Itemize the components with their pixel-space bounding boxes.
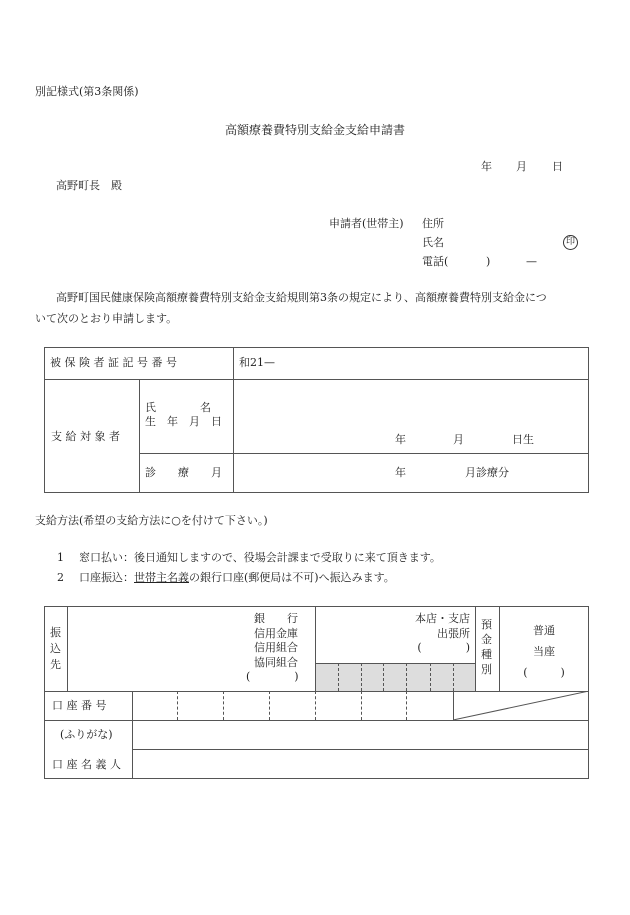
bank-type: 銀 行 <box>254 612 298 625</box>
option-2-suffix: の銀行口座(郵便局は不可)へ振込みます。 <box>189 571 395 584</box>
digit-separator <box>453 663 454 691</box>
divider <box>315 663 475 664</box>
divider <box>233 347 234 493</box>
branch-type: ( ) <box>417 641 470 654</box>
target-person-label: 支 給 対 象 者 <box>51 430 120 443</box>
deposit-type: 普通 <box>533 624 555 637</box>
divider <box>67 606 68 691</box>
divider <box>139 453 589 454</box>
bank-type: 信用金庫 <box>254 626 298 640</box>
insured-number-label: 被 保 険 者 証 記 号 番 号 <box>50 356 177 369</box>
date-year: 年 <box>481 160 492 173</box>
phone-close: ) <box>486 255 491 268</box>
account-holder-label: 口 座 名 義 人 <box>52 758 121 771</box>
seal-icon: 印 <box>563 235 578 250</box>
option-2-prefix: 口座振込： <box>79 571 134 584</box>
form-reference: 別記様式(第3条関係) <box>35 85 139 98</box>
label-char: 振 <box>50 626 61 639</box>
phone-dash: — <box>526 255 537 268</box>
dob-month: 月 <box>453 433 464 446</box>
divider <box>44 379 589 380</box>
name-label: 氏名 <box>422 236 444 249</box>
digit-separator <box>338 663 339 691</box>
name-label: 氏 名 <box>145 401 211 414</box>
divider <box>132 691 133 779</box>
label-char: 預 <box>481 618 492 631</box>
deposit-type-label <box>481 617 492 677</box>
addressee: 高野町長 殿 <box>56 179 122 192</box>
dob-day: 日生 <box>512 433 534 446</box>
insured-number-value[interactable]: 和21— <box>239 356 275 369</box>
branch-type: 本店・支店 <box>415 612 470 625</box>
transfer-destination-label <box>50 625 61 673</box>
applicant-label: 申請者(世帯主) <box>329 217 404 230</box>
address-label: 住所 <box>422 217 444 230</box>
furigana-label: (ふりがな) <box>60 728 113 741</box>
divider <box>475 606 476 691</box>
label-char: 種 <box>481 648 492 661</box>
branch-type-options <box>400 612 470 656</box>
option-1-text: 窓口払い：後日通知しますので、役場会計課まで受取りに来て頂きます。 <box>79 551 441 564</box>
date-day: 日 <box>552 160 563 173</box>
visit-year: 年 <box>395 466 406 479</box>
bank-type: 協同組合 <box>254 655 298 669</box>
digit-separator <box>269 691 270 720</box>
digit-separator <box>223 691 224 720</box>
phone-label: 電話( <box>422 255 449 268</box>
diagonal-slash <box>453 691 589 721</box>
digit-separator <box>177 691 178 720</box>
payment-heading: 支給方法(希望の支給方法に○を付けて下さい。) <box>35 514 268 527</box>
branch-type: 出張所 <box>437 626 470 640</box>
visit-month: 月診療分 <box>465 466 509 479</box>
option-1-number: 1 <box>57 551 64 564</box>
deposit-type-options <box>499 620 589 683</box>
label-char: 別 <box>481 663 492 676</box>
option-2-underlined: 世帯主名義 <box>134 571 189 584</box>
label-char: 先 <box>50 658 61 671</box>
label-char: 込 <box>50 642 61 655</box>
digit-separator <box>361 663 362 691</box>
digit-separator <box>361 691 362 720</box>
bank-type: 信用組合 <box>254 641 298 654</box>
account-number-label: 口 座 番 号 <box>52 699 107 712</box>
bank-type: ( ) <box>246 670 299 683</box>
date-month: 月 <box>516 160 527 173</box>
body-line-1: 高野町国民健康保険高額療養費特別支給金支給規則第3条の規定により、高額療養費特別支給金につ <box>56 291 547 304</box>
divider <box>139 379 140 493</box>
body-line-2: いて次のとおり申請します。 <box>35 312 178 325</box>
label-char: 金 <box>481 633 492 646</box>
digit-separator <box>406 691 407 720</box>
bank-type-options <box>246 612 298 685</box>
option-2-number: 2 <box>57 571 64 584</box>
visit-month-label: 診 療 月 <box>145 466 222 479</box>
divider <box>132 749 589 750</box>
divider <box>315 606 316 691</box>
deposit-type: ( ) <box>523 666 565 679</box>
dob-year: 年 <box>395 433 406 446</box>
digit-separator <box>406 663 407 691</box>
deposit-type: 当座 <box>533 645 555 658</box>
digit-separator <box>315 691 316 720</box>
page-title: 高額療養費特別支給金支給申請書 <box>224 123 405 137</box>
option-2-text <box>79 572 395 583</box>
digit-separator <box>430 663 431 691</box>
digit-separator <box>383 663 384 691</box>
dob-label: 生 年 月 日 <box>145 415 222 428</box>
